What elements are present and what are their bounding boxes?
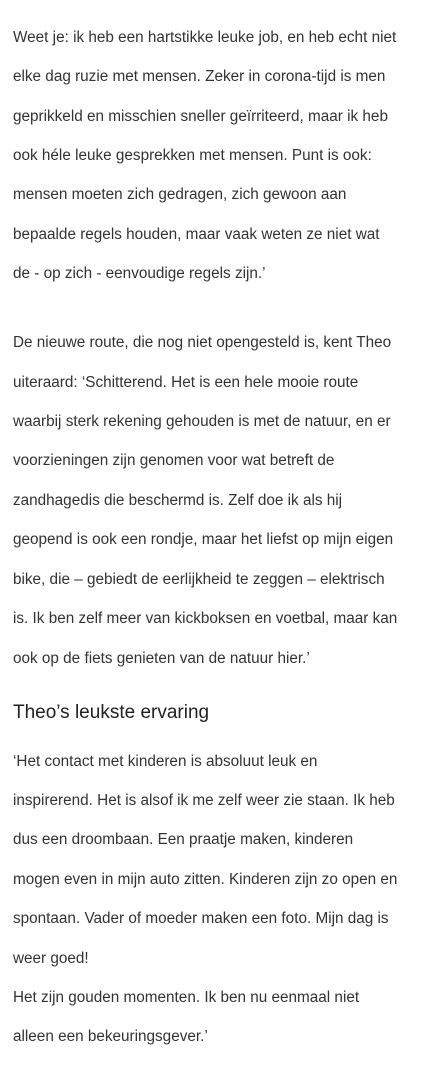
paragraph-3 <box>13 732 428 1067</box>
text-line: zandhagedis die beschermd is. Zelf doe ik als hij <box>13 491 343 509</box>
text-line: Weet je: ik heb een hartstikke leuke job, en heb echt niet <box>13 28 397 46</box>
text-line: De nieuwe route, die nog niet opengesteld is, kent Theo <box>13 334 392 352</box>
text-line: geopend is ook een rondje, maar het liefst op mijn eigen <box>13 531 394 549</box>
text-line: bepaalde regels houden, maar vaak weten ze niet wat <box>13 225 380 243</box>
text-line: waarbij sterk rekening gehouden is met de natuur, en er <box>13 413 391 431</box>
text-line: dus een droombaan. Een praatje maken, kinderen <box>13 831 354 849</box>
text-line: spontaan. Vader of moeder maken een foto. Mijn dag is <box>13 910 389 928</box>
text-line: ‘Het contact met kinderen is absoluut leuk en <box>13 752 318 770</box>
text-line: inspirerend. Het is alsof ik me zelf weer zie staan. Ik heb <box>13 792 395 810</box>
text-line: ook héle leuke gesprekken met mensen. Punt is ook: <box>13 146 372 164</box>
text-line: mogen even in mijn auto zitten. Kinderen zijn zo open en <box>13 870 398 888</box>
text-line: elke dag ruzie met mensen. Zeker in corona-tijd is men <box>13 68 386 86</box>
text-line: mensen moeten zich gedragen, zich gewoon aan <box>13 186 347 204</box>
text-line: alleen een bekeuringsgever.’ <box>13 1028 208 1046</box>
paragraph-2 <box>13 314 428 688</box>
text-line: geprikkeld en misschien sneller geïrriteerd, maar ik heb <box>13 107 388 125</box>
text-line: de - op zich - eenvoudige regels zijn.’ <box>13 265 266 283</box>
text-line: uiteraard: ‘Schitterend. Het is een hele mooie route <box>13 373 359 391</box>
paragraph-1 <box>13 8 428 304</box>
text-line: ook op de fiets genieten van de natuur hier.’ <box>13 649 310 667</box>
text-line: Het zijn gouden momenten. Ik ben nu eenmaal niet <box>13 989 360 1007</box>
text-line: voorzieningen zijn genomen voor wat betreft de <box>13 452 335 470</box>
text-line: is. Ik ben zelf meer van kickboksen en voetbal, maar kan <box>13 610 398 628</box>
section-heading: Theo’s leukste ervaring <box>13 701 210 723</box>
text-line: weer goed! <box>13 949 89 967</box>
article-body <box>13 8 428 1067</box>
text-line: bike, die – gebiedt de eerlijkheid te zeggen – elektrisch <box>13 570 385 588</box>
